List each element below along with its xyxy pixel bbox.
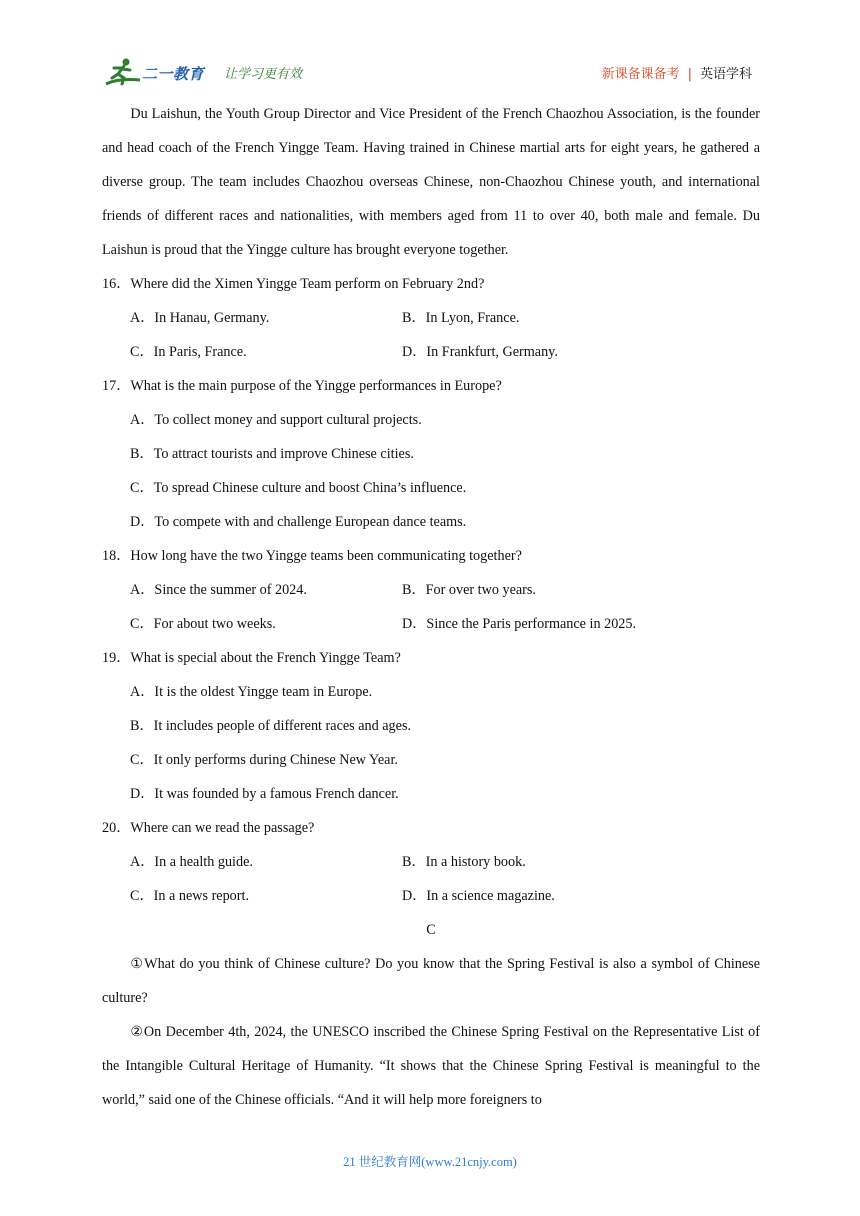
option-a[interactable]: A．It is the oldest Yingge team in Europe. bbox=[130, 684, 373, 700]
runner-logo-icon bbox=[102, 56, 144, 88]
option-c[interactable]: C．For about two weeks. bbox=[130, 616, 276, 632]
section-label: C bbox=[426, 922, 436, 938]
option-d[interactable]: D．In a science magazine. bbox=[402, 888, 555, 904]
question-number: 16． bbox=[102, 276, 131, 292]
passage-c-paragraph-1: ①What do you think of Chinese culture? Do you know that the Spring Festival is also a symbol of Chinese culture? bbox=[102, 956, 760, 1006]
option-a[interactable]: A．In Hanau, Germany. bbox=[130, 310, 270, 326]
option-b[interactable]: B．It includes people of different races and ages. bbox=[130, 718, 412, 734]
question-20 bbox=[102, 811, 760, 845]
page-header bbox=[102, 56, 760, 90]
question-19 bbox=[102, 641, 760, 675]
option-b[interactable]: B．To attract tourists and improve Chinese cities. bbox=[130, 446, 414, 462]
logo bbox=[102, 56, 214, 88]
option-d[interactable]: D．It was founded by a famous French dancer. bbox=[130, 786, 399, 802]
option-c[interactable]: C．To spread Chinese culture and boost China’s influence. bbox=[130, 480, 467, 496]
passage-c-paragraph-2: ②On December 4th, 2024, the UNESCO inscribed the Chinese Spring Festival on the Representative List of the Intangible Cultural Heritage of Humanity. “It shows that the Chinese Spring Festival is meaningful to the world,” said one of the Chinese officials. “And it will help more foreigners to bbox=[102, 1024, 760, 1108]
option-a[interactable]: A．Since the summer of 2024. bbox=[130, 582, 307, 598]
option-c[interactable]: C．It only performs during Chinese New Year. bbox=[130, 752, 398, 768]
options-row bbox=[102, 879, 760, 913]
option-b[interactable]: B．For over two years. bbox=[402, 582, 536, 598]
question-text: Where did the Ximen Yingge Team perform on February 2nd? bbox=[130, 276, 485, 292]
option-d[interactable]: D．In Frankfurt, Germany. bbox=[402, 344, 558, 360]
header-subject bbox=[602, 63, 752, 82]
option-a[interactable]: A．In a health guide. bbox=[130, 854, 253, 870]
question-text: What is the main purpose of the Yingge performances in Europe? bbox=[130, 378, 502, 394]
question-text: How long have the two Yingge teams been communicating together? bbox=[130, 548, 522, 564]
option-b[interactable]: B．In Lyon, France. bbox=[402, 310, 520, 326]
option-b[interactable]: B．In a history book. bbox=[402, 854, 526, 870]
question-text: What is special about the French Yingge Team? bbox=[130, 650, 401, 666]
question-number: 18． bbox=[102, 548, 131, 564]
header-separator: | bbox=[687, 67, 692, 82]
options-row bbox=[102, 335, 760, 369]
option-c[interactable]: C．In a news report. bbox=[130, 888, 249, 904]
options-row bbox=[102, 607, 760, 641]
logo-text: 二一教育 bbox=[142, 65, 205, 83]
document-body bbox=[102, 97, 760, 1117]
question-16 bbox=[102, 267, 760, 301]
question-number: 20． bbox=[102, 820, 131, 836]
question-17 bbox=[102, 369, 760, 403]
question-text: Where can we read the passage? bbox=[130, 820, 315, 836]
passage-paragraph: Du Laishun, the Youth Group Director and Vice President of the French Chaozhou Association, is the founder and head coach of the French Yingge Team. Having trained in Chinese martial arts for eight years, he gathered a diverse group. The team includes Chaozhou overseas Chinese, non-Chaozhou Chinese youth, and international friends of different races and nationalities, with members aged from 11 to over 40, both male and female. Du Laishun is proud that the Yingge culture has brought everyone together. bbox=[102, 106, 760, 258]
header-subject-label: 英语学科 bbox=[699, 67, 752, 82]
options-row bbox=[102, 845, 760, 879]
question-number: 17． bbox=[102, 378, 131, 394]
question-number: 19． bbox=[102, 650, 131, 666]
option-d[interactable]: D．To compete with and challenge European dance teams. bbox=[130, 514, 467, 530]
header-slogan: 让学习更有效 bbox=[224, 67, 303, 82]
options-row bbox=[102, 573, 760, 607]
option-c[interactable]: C．In Paris, France. bbox=[130, 344, 247, 360]
page-footer: 21 世纪教育网(www.21cnjy.com) bbox=[343, 1155, 517, 1169]
question-18 bbox=[102, 539, 760, 573]
header-course-label: 新课备课备考 bbox=[601, 67, 680, 82]
option-d[interactable]: D．Since the Paris performance in 2025. bbox=[402, 616, 637, 632]
option-a[interactable]: A．To collect money and support cultural projects. bbox=[130, 412, 422, 428]
options-row bbox=[102, 301, 760, 335]
